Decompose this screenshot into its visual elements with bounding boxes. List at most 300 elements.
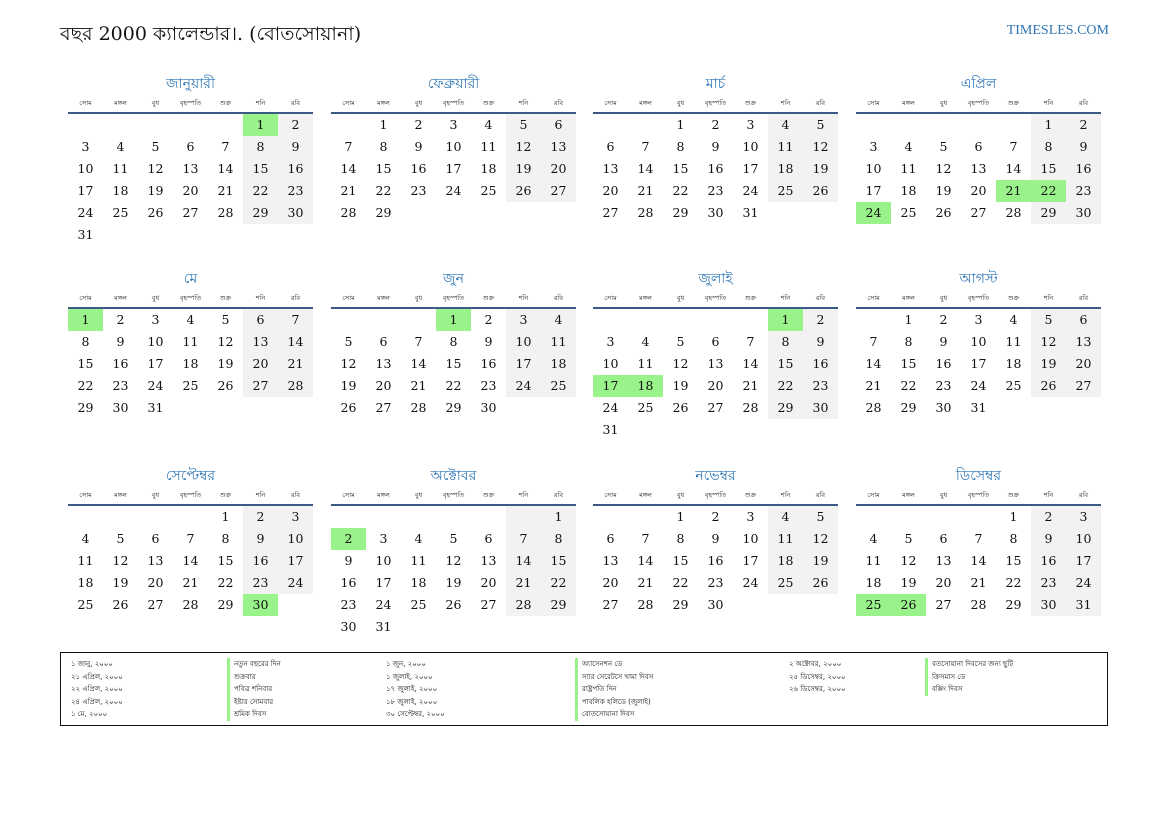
day-cell[interactable]: 10 <box>77 161 94 176</box>
day-cell[interactable]: 4 <box>414 531 423 546</box>
day-cell[interactable]: 23 <box>707 575 724 590</box>
day-cell[interactable]: 18 <box>865 575 882 590</box>
day-cell[interactable]: 28 <box>217 205 234 220</box>
day-cell[interactable]: 12 <box>935 161 952 176</box>
day-cell[interactable]: 5 <box>506 114 541 136</box>
day-cell[interactable]: 19 <box>340 378 357 393</box>
day-cell[interactable]: 4 <box>541 309 576 331</box>
day-cell[interactable]: 21 <box>217 183 234 198</box>
day-cell[interactable]: 3 <box>606 334 615 349</box>
day-cell[interactable]: 10 <box>602 356 619 371</box>
day-cell[interactable]: 21 <box>340 183 357 198</box>
day-cell[interactable]: 5 <box>803 114 838 136</box>
day-cell[interactable]: 10 <box>1066 528 1101 550</box>
day-cell[interactable]: 27 <box>970 205 987 220</box>
day-cell[interactable]: 18 <box>541 353 576 375</box>
day-cell[interactable]: 3 <box>869 139 878 154</box>
day-cell[interactable]: 24 <box>77 205 94 220</box>
day-cell[interactable]: 4 <box>904 139 913 154</box>
day-cell[interactable]: 7 <box>278 309 313 331</box>
day-cell[interactable]: 30 <box>803 397 838 419</box>
day-cell[interactable]: 17 <box>970 356 987 371</box>
day-cell[interactable]: 31 <box>742 205 759 220</box>
day-cell[interactable]: 29 <box>768 397 803 419</box>
day-cell[interactable]: 23 <box>340 597 357 612</box>
day-cell[interactable]: 6 <box>541 114 576 136</box>
day-cell[interactable]: 24 <box>278 572 313 594</box>
day-cell[interactable]: 15 <box>445 356 462 371</box>
day-cell[interactable]: 25 <box>768 572 803 594</box>
day-cell[interactable]: 13 <box>1066 331 1101 353</box>
day-cell[interactable]: 31 <box>77 227 94 242</box>
day-cell[interactable]: 2 <box>1066 114 1101 136</box>
day-cell[interactable]: 13 <box>935 553 952 568</box>
day-cell[interactable]: 31 <box>1066 594 1101 616</box>
day-cell[interactable]: 8 <box>379 139 388 154</box>
day-cell[interactable]: 31 <box>147 400 164 415</box>
day-cell[interactable]: 4 <box>869 531 878 546</box>
day-cell[interactable]: 7 <box>506 528 541 550</box>
day-cell[interactable]: 22 <box>243 180 278 202</box>
day-cell[interactable]: 7 <box>974 531 983 546</box>
day-cell[interactable]: 13 <box>480 553 497 568</box>
day-cell[interactable]: 6 <box>484 531 493 546</box>
day-cell[interactable]: 9 <box>939 334 948 349</box>
day-cell[interactable]: 2 <box>116 312 125 327</box>
day-cell[interactable]: 25 <box>112 205 129 220</box>
day-cell[interactable]: 28 <box>970 597 987 612</box>
day-cell[interactable]: 13 <box>541 136 576 158</box>
day-cell[interactable]: 24 <box>147 378 164 393</box>
holiday-day[interactable]: 1 <box>243 114 278 136</box>
day-cell[interactable]: 19 <box>112 575 129 590</box>
day-cell[interactable]: 28 <box>742 400 759 415</box>
day-cell[interactable]: 25 <box>637 400 654 415</box>
day-cell[interactable]: 7 <box>344 139 353 154</box>
day-cell[interactable]: 1 <box>221 509 230 524</box>
day-cell[interactable]: 15 <box>375 161 392 176</box>
day-cell[interactable]: 6 <box>939 531 948 546</box>
day-cell[interactable]: 9 <box>711 139 720 154</box>
day-cell[interactable]: 23 <box>480 378 497 393</box>
day-cell[interactable]: 8 <box>243 136 278 158</box>
day-cell[interactable]: 30 <box>935 400 952 415</box>
day-cell[interactable]: 20 <box>935 575 952 590</box>
day-cell[interactable]: 13 <box>602 161 619 176</box>
holiday-day[interactable]: 25 <box>856 594 891 616</box>
day-cell[interactable]: 1 <box>676 509 685 524</box>
day-cell[interactable]: 19 <box>900 575 917 590</box>
day-cell[interactable]: 24 <box>602 400 619 415</box>
day-cell[interactable]: 22 <box>768 375 803 397</box>
day-cell[interactable]: 26 <box>803 180 838 202</box>
holiday-day[interactable]: 22 <box>1031 180 1066 202</box>
day-cell[interactable]: 28 <box>637 205 654 220</box>
day-cell[interactable]: 25 <box>77 597 94 612</box>
day-cell[interactable]: 15 <box>900 356 917 371</box>
day-cell[interactable]: 3 <box>449 117 458 132</box>
day-cell[interactable]: 19 <box>445 575 462 590</box>
day-cell[interactable]: 24 <box>742 575 759 590</box>
day-cell[interactable]: 14 <box>637 553 654 568</box>
day-cell[interactable]: 25 <box>410 597 427 612</box>
day-cell[interactable]: 26 <box>112 597 129 612</box>
day-cell[interactable]: 9 <box>484 334 493 349</box>
day-cell[interactable]: 19 <box>147 183 164 198</box>
day-cell[interactable]: 28 <box>340 205 357 220</box>
day-cell[interactable]: 16 <box>278 158 313 180</box>
day-cell[interactable]: 10 <box>506 331 541 353</box>
day-cell[interactable]: 2 <box>711 117 720 132</box>
day-cell[interactable]: 22 <box>672 575 689 590</box>
day-cell[interactable]: 31 <box>602 422 619 437</box>
day-cell[interactable]: 9 <box>803 331 838 353</box>
day-cell[interactable]: 15 <box>243 158 278 180</box>
day-cell[interactable]: 7 <box>1009 139 1018 154</box>
day-cell[interactable]: 16 <box>803 353 838 375</box>
day-cell[interactable]: 20 <box>541 158 576 180</box>
day-cell[interactable]: 29 <box>375 205 392 220</box>
day-cell[interactable]: 15 <box>672 161 689 176</box>
day-cell[interactable]: 2 <box>278 114 313 136</box>
holiday-day[interactable]: 21 <box>996 180 1031 202</box>
day-cell[interactable]: 27 <box>935 597 952 612</box>
day-cell[interactable]: 23 <box>1031 572 1066 594</box>
day-cell[interactable]: 27 <box>602 597 619 612</box>
day-cell[interactable]: 21 <box>865 378 882 393</box>
day-cell[interactable]: 7 <box>869 334 878 349</box>
day-cell[interactable]: 13 <box>182 161 199 176</box>
day-cell[interactable]: 25 <box>900 205 917 220</box>
day-cell[interactable]: 20 <box>1066 353 1101 375</box>
day-cell[interactable]: 21 <box>182 575 199 590</box>
day-cell[interactable]: 2 <box>484 312 493 327</box>
day-cell[interactable]: 3 <box>746 117 755 132</box>
day-cell[interactable]: 2 <box>711 509 720 524</box>
day-cell[interactable]: 10 <box>375 553 392 568</box>
day-cell[interactable]: 30 <box>278 202 313 224</box>
day-cell[interactable]: 23 <box>803 375 838 397</box>
day-cell[interactable]: 23 <box>935 378 952 393</box>
day-cell[interactable]: 1 <box>379 117 388 132</box>
day-cell[interactable]: 5 <box>939 139 948 154</box>
day-cell[interactable]: 12 <box>803 528 838 550</box>
day-cell[interactable]: 17 <box>375 575 392 590</box>
day-cell[interactable]: 6 <box>243 309 278 331</box>
day-cell[interactable]: 15 <box>1031 158 1066 180</box>
day-cell[interactable]: 9 <box>278 136 313 158</box>
day-cell[interactable]: 27 <box>182 205 199 220</box>
holiday-day[interactable]: 1 <box>436 309 471 331</box>
day-cell[interactable]: 27 <box>480 597 497 612</box>
day-cell[interactable]: 21 <box>637 183 654 198</box>
day-cell[interactable]: 1 <box>541 506 576 528</box>
day-cell[interactable]: 10 <box>147 334 164 349</box>
holiday-day[interactable]: 24 <box>856 202 891 224</box>
day-cell[interactable]: 11 <box>182 334 199 349</box>
day-cell[interactable]: 6 <box>974 139 983 154</box>
day-cell[interactable]: 28 <box>410 400 427 415</box>
day-cell[interactable]: 2 <box>414 117 423 132</box>
day-cell[interactable]: 14 <box>217 161 234 176</box>
day-cell[interactable]: 12 <box>506 136 541 158</box>
day-cell[interactable]: 30 <box>1031 594 1066 616</box>
day-cell[interactable]: 14 <box>970 553 987 568</box>
day-cell[interactable]: 7 <box>221 139 230 154</box>
day-cell[interactable]: 16 <box>243 550 278 572</box>
day-cell[interactable]: 18 <box>768 158 803 180</box>
day-cell[interactable]: 29 <box>77 400 94 415</box>
day-cell[interactable]: 8 <box>541 528 576 550</box>
day-cell[interactable]: 24 <box>742 183 759 198</box>
day-cell[interactable]: 18 <box>410 575 427 590</box>
day-cell[interactable]: 16 <box>410 161 427 176</box>
day-cell[interactable]: 1 <box>904 312 913 327</box>
day-cell[interactable]: 4 <box>186 312 195 327</box>
day-cell[interactable]: 18 <box>182 356 199 371</box>
day-cell[interactable]: 29 <box>217 597 234 612</box>
day-cell[interactable]: 20 <box>602 183 619 198</box>
day-cell[interactable]: 5 <box>449 531 458 546</box>
day-cell[interactable]: 11 <box>1005 334 1022 349</box>
day-cell[interactable]: 29 <box>243 202 278 224</box>
day-cell[interactable]: 24 <box>970 378 987 393</box>
day-cell[interactable]: 10 <box>970 334 987 349</box>
day-cell[interactable]: 18 <box>900 183 917 198</box>
day-cell[interactable]: 8 <box>768 331 803 353</box>
day-cell[interactable]: 11 <box>865 553 882 568</box>
day-cell[interactable]: 15 <box>77 356 94 371</box>
day-cell[interactable]: 17 <box>865 183 882 198</box>
day-cell[interactable]: 19 <box>217 356 234 371</box>
day-cell[interactable]: 28 <box>637 597 654 612</box>
day-cell[interactable]: 4 <box>768 506 803 528</box>
day-cell[interactable]: 10 <box>865 161 882 176</box>
day-cell[interactable]: 9 <box>1066 136 1101 158</box>
day-cell[interactable]: 2 <box>939 312 948 327</box>
holiday-day[interactable]: 30 <box>243 594 278 616</box>
day-cell[interactable]: 3 <box>81 139 90 154</box>
day-cell[interactable]: 13 <box>602 553 619 568</box>
day-cell[interactable]: 23 <box>278 180 313 202</box>
day-cell[interactable]: 11 <box>112 161 129 176</box>
day-cell[interactable]: 25 <box>480 183 497 198</box>
day-cell[interactable]: 5 <box>1031 309 1066 331</box>
day-cell[interactable]: 30 <box>707 205 724 220</box>
day-cell[interactable]: 19 <box>506 158 541 180</box>
day-cell[interactable]: 27 <box>243 375 278 397</box>
day-cell[interactable]: 20 <box>147 575 164 590</box>
day-cell[interactable]: 17 <box>445 161 462 176</box>
day-cell[interactable]: 4 <box>116 139 125 154</box>
day-cell[interactable]: 24 <box>375 597 392 612</box>
day-cell[interactable]: 19 <box>803 158 838 180</box>
day-cell[interactable]: 5 <box>676 334 685 349</box>
day-cell[interactable]: 6 <box>186 139 195 154</box>
day-cell[interactable]: 6 <box>711 334 720 349</box>
day-cell[interactable]: 26 <box>672 400 689 415</box>
day-cell[interactable]: 26 <box>147 205 164 220</box>
day-cell[interactable]: 18 <box>112 183 129 198</box>
day-cell[interactable]: 12 <box>445 553 462 568</box>
day-cell[interactable]: 14 <box>278 331 313 353</box>
day-cell[interactable]: 8 <box>1009 531 1018 546</box>
day-cell[interactable]: 30 <box>480 400 497 415</box>
holiday-day[interactable]: 2 <box>331 528 366 550</box>
day-cell[interactable]: 14 <box>637 161 654 176</box>
day-cell[interactable]: 24 <box>1066 572 1101 594</box>
day-cell[interactable]: 29 <box>1005 597 1022 612</box>
day-cell[interactable]: 3 <box>151 312 160 327</box>
day-cell[interactable]: 22 <box>672 183 689 198</box>
day-cell[interactable]: 5 <box>904 531 913 546</box>
day-cell[interactable]: 28 <box>865 400 882 415</box>
day-cell[interactable]: 16 <box>1031 550 1066 572</box>
day-cell[interactable]: 30 <box>340 619 357 634</box>
day-cell[interactable]: 12 <box>147 161 164 176</box>
day-cell[interactable]: 14 <box>1005 161 1022 176</box>
day-cell[interactable]: 17 <box>506 353 541 375</box>
holiday-day[interactable]: 26 <box>891 594 926 616</box>
day-cell[interactable]: 21 <box>742 378 759 393</box>
day-cell[interactable]: 10 <box>742 139 759 154</box>
day-cell[interactable]: 14 <box>865 356 882 371</box>
day-cell[interactable]: 20 <box>480 575 497 590</box>
day-cell[interactable]: 3 <box>746 509 755 524</box>
day-cell[interactable]: 14 <box>742 356 759 371</box>
day-cell[interactable]: 5 <box>221 312 230 327</box>
day-cell[interactable]: 18 <box>1005 356 1022 371</box>
day-cell[interactable]: 11 <box>480 139 497 154</box>
day-cell[interactable]: 15 <box>1005 553 1022 568</box>
day-cell[interactable]: 6 <box>606 139 615 154</box>
day-cell[interactable]: 29 <box>672 205 689 220</box>
day-cell[interactable]: 16 <box>707 553 724 568</box>
day-cell[interactable]: 30 <box>1066 202 1101 224</box>
day-cell[interactable]: 1 <box>1009 509 1018 524</box>
day-cell[interactable]: 9 <box>711 531 720 546</box>
day-cell[interactable]: 3 <box>278 506 313 528</box>
day-cell[interactable]: 13 <box>375 356 392 371</box>
day-cell[interactable]: 19 <box>672 378 689 393</box>
day-cell[interactable]: 11 <box>768 136 803 158</box>
day-cell[interactable]: 8 <box>449 334 458 349</box>
day-cell[interactable]: 8 <box>676 531 685 546</box>
day-cell[interactable]: 8 <box>676 139 685 154</box>
day-cell[interactable]: 20 <box>243 353 278 375</box>
day-cell[interactable]: 12 <box>672 356 689 371</box>
day-cell[interactable]: 10 <box>742 531 759 546</box>
day-cell[interactable]: 30 <box>112 400 129 415</box>
day-cell[interactable]: 26 <box>803 572 838 594</box>
day-cell[interactable]: 1 <box>1031 114 1066 136</box>
day-cell[interactable]: 20 <box>970 183 987 198</box>
day-cell[interactable]: 17 <box>278 550 313 572</box>
day-cell[interactable]: 13 <box>707 356 724 371</box>
day-cell[interactable]: 14 <box>340 161 357 176</box>
day-cell[interactable]: 2 <box>243 506 278 528</box>
day-cell[interactable]: 30 <box>707 597 724 612</box>
day-cell[interactable]: 13 <box>970 161 987 176</box>
day-cell[interactable]: 28 <box>278 375 313 397</box>
day-cell[interactable]: 16 <box>340 575 357 590</box>
holiday-day[interactable]: 17 <box>593 375 628 397</box>
day-cell[interactable]: 7 <box>414 334 423 349</box>
day-cell[interactable]: 3 <box>506 309 541 331</box>
day-cell[interactable]: 11 <box>541 331 576 353</box>
day-cell[interactable]: 29 <box>1031 202 1066 224</box>
day-cell[interactable]: 18 <box>480 161 497 176</box>
day-cell[interactable]: 22 <box>445 378 462 393</box>
day-cell[interactable]: 31 <box>970 400 987 415</box>
holiday-day[interactable]: 1 <box>768 309 803 331</box>
day-cell[interactable]: 9 <box>116 334 125 349</box>
day-cell[interactable]: 21 <box>278 353 313 375</box>
day-cell[interactable]: 6 <box>1066 309 1101 331</box>
day-cell[interactable]: 27 <box>147 597 164 612</box>
day-cell[interactable]: 24 <box>506 375 541 397</box>
day-cell[interactable]: 8 <box>221 531 230 546</box>
day-cell[interactable]: 20 <box>182 183 199 198</box>
day-cell[interactable]: 25 <box>768 180 803 202</box>
day-cell[interactable]: 29 <box>672 597 689 612</box>
day-cell[interactable]: 16 <box>112 356 129 371</box>
day-cell[interactable]: 5 <box>116 531 125 546</box>
day-cell[interactable]: 14 <box>410 356 427 371</box>
day-cell[interactable]: 12 <box>340 356 357 371</box>
day-cell[interactable]: 9 <box>414 139 423 154</box>
day-cell[interactable]: 18 <box>77 575 94 590</box>
day-cell[interactable]: 14 <box>506 550 541 572</box>
day-cell[interactable]: 20 <box>602 575 619 590</box>
holiday-day[interactable]: 18 <box>628 375 663 397</box>
day-cell[interactable]: 5 <box>803 506 838 528</box>
day-cell[interactable]: 15 <box>768 353 803 375</box>
day-cell[interactable]: 15 <box>217 553 234 568</box>
day-cell[interactable]: 22 <box>541 572 576 594</box>
day-cell[interactable]: 2 <box>1031 506 1066 528</box>
day-cell[interactable]: 17 <box>147 356 164 371</box>
day-cell[interactable]: 14 <box>182 553 199 568</box>
day-cell[interactable]: 20 <box>375 378 392 393</box>
day-cell[interactable]: 7 <box>186 531 195 546</box>
day-cell[interactable]: 7 <box>641 531 650 546</box>
day-cell[interactable]: 19 <box>935 183 952 198</box>
day-cell[interactable]: 3 <box>379 531 388 546</box>
day-cell[interactable]: 31 <box>375 619 392 634</box>
day-cell[interactable]: 2 <box>803 309 838 331</box>
day-cell[interactable]: 8 <box>904 334 913 349</box>
day-cell[interactable]: 26 <box>1031 375 1066 397</box>
day-cell[interactable]: 11 <box>900 161 917 176</box>
day-cell[interactable]: 17 <box>742 161 759 176</box>
day-cell[interactable]: 21 <box>410 378 427 393</box>
day-cell[interactable]: 12 <box>1031 331 1066 353</box>
day-cell[interactable]: 26 <box>217 378 234 393</box>
day-cell[interactable]: 7 <box>641 139 650 154</box>
day-cell[interactable]: 4 <box>1009 312 1018 327</box>
day-cell[interactable]: 8 <box>1031 136 1066 158</box>
day-cell[interactable]: 17 <box>77 183 94 198</box>
holiday-day[interactable]: 1 <box>68 309 103 331</box>
day-cell[interactable]: 27 <box>602 205 619 220</box>
day-cell[interactable]: 10 <box>278 528 313 550</box>
day-cell[interactable]: 16 <box>935 356 952 371</box>
day-cell[interactable]: 23 <box>707 183 724 198</box>
day-cell[interactable]: 23 <box>410 183 427 198</box>
day-cell[interactable]: 29 <box>900 400 917 415</box>
day-cell[interactable]: 16 <box>707 161 724 176</box>
